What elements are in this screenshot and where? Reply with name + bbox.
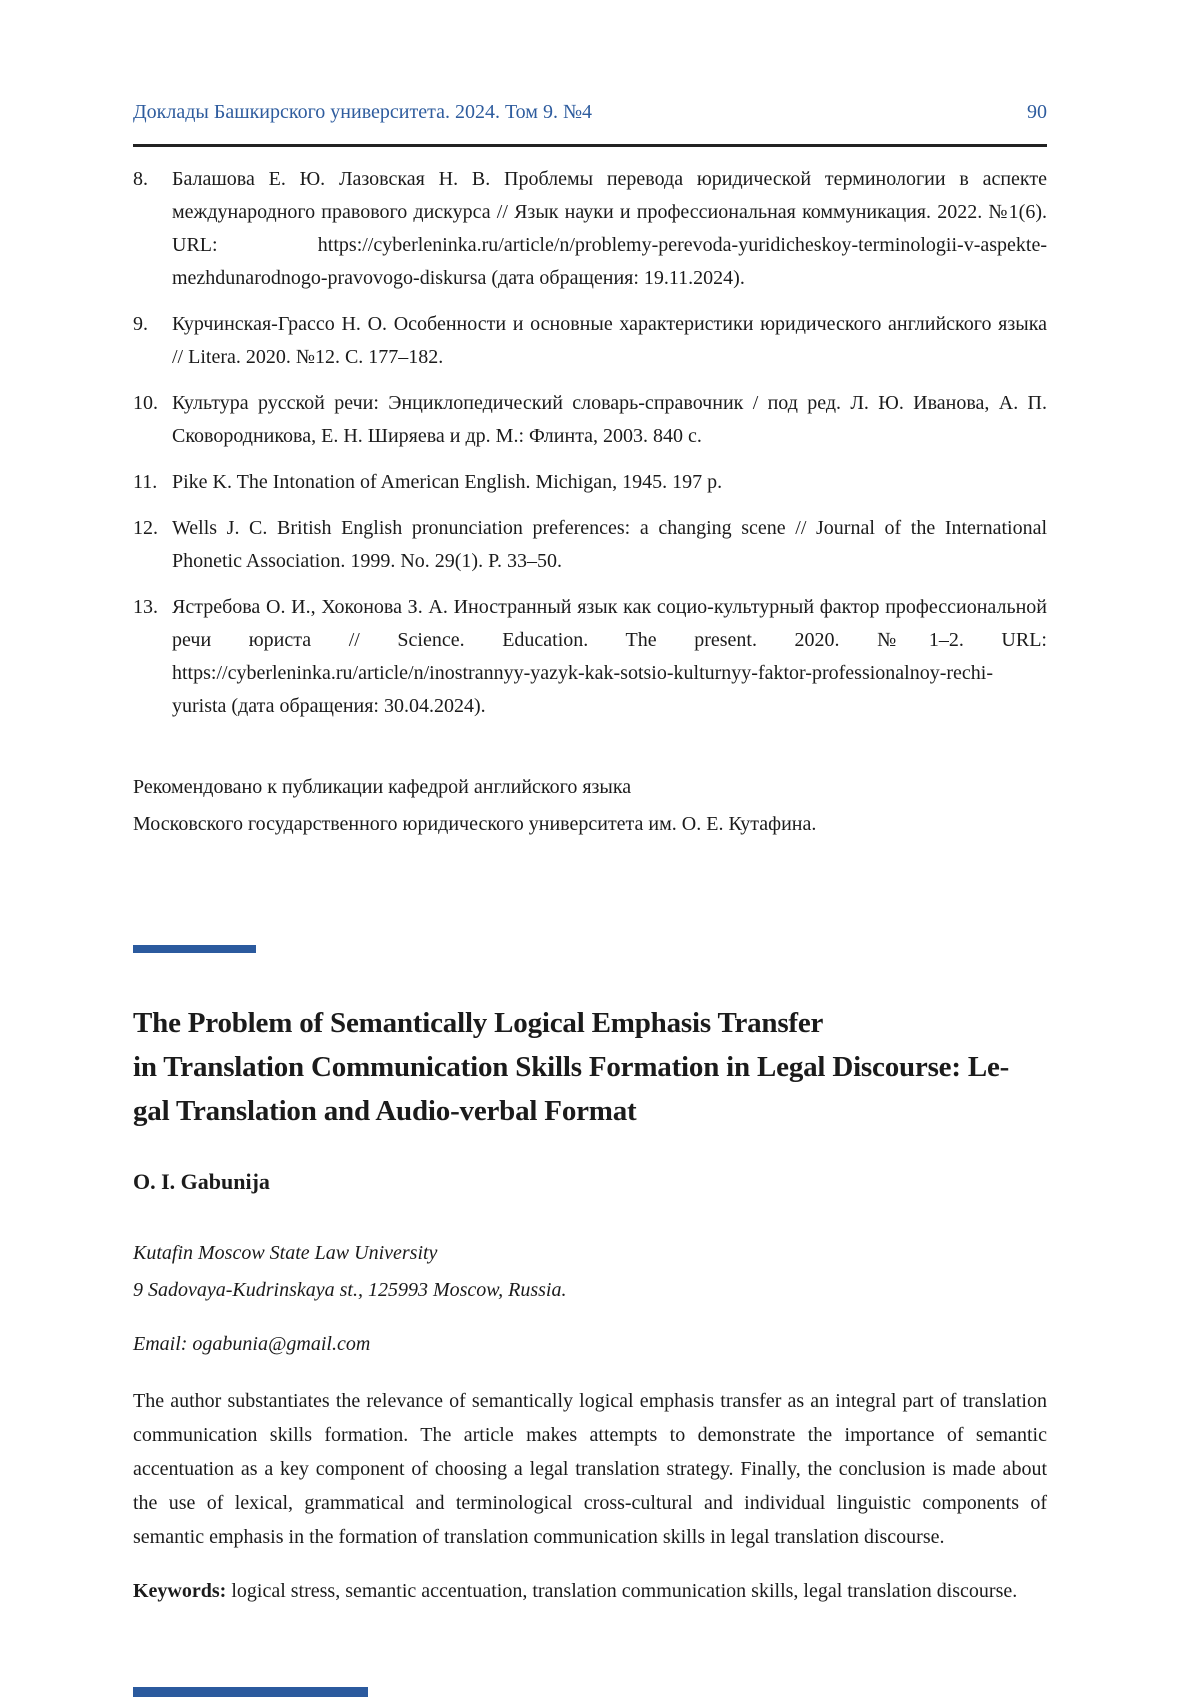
- reference-number: 11.: [133, 471, 158, 493]
- page-content: [133, 100, 1047, 1608]
- recommendation-note: [133, 769, 1047, 843]
- reference-item: [133, 466, 1047, 499]
- author-email: Email: ogabunia@gmail.com: [133, 1333, 371, 1355]
- reference-number: 13.: [133, 596, 158, 618]
- reference-item: [133, 308, 1047, 374]
- reference-item: [133, 512, 1047, 578]
- recommendation-line: Московского государственного юридического университета им. О. Е. Кутафина.: [133, 813, 817, 835]
- reference-text: Ястребова О. И., Хоконова З. А. Иностранный язык как социо-культурный фактор профессиональной речи юриста // Science. Education. The present. 2020. №1–2. URL: https://cyberleninka.ru/article/n/inostrannyy-yazyk-kak-sotsio-kulturnyy-faktor-professionalnoy-rechi-yurista (дата обращения: 30.04.2024).: [172, 596, 1047, 717]
- keywords-label: Keywords:: [133, 1580, 227, 1602]
- reference-text: Курчинская-Грассо Н. О. Особенности и основные характеристики юридического английского языка // Litera. 2020. №12. С. 177–182.: [172, 313, 1047, 368]
- article-title-line: gal Translation and Audio-verbal Format: [133, 1095, 637, 1127]
- article-title-line: in Translation Communication Skills Formation in Legal Discourse: Le-: [133, 1051, 1010, 1083]
- next-section-divider-bar: [133, 1687, 368, 1697]
- keywords-block: [133, 1574, 1047, 1608]
- keywords-text: logical stress, semantic accentuation, translation communication skills, legal translation discourse.: [226, 1580, 1018, 1602]
- article-title: [133, 1001, 1047, 1133]
- reference-text: Балашова Е. Ю. Лазовская Н. В. Проблемы перевода юридической терминологии в аспекте международного правового дискурса // Язык науки и профессиональная коммуникация. 2022. №1(6). URL: https://cyberleninka.ru/article/n/problemy-perevoda-yuridicheskoy-terminologii-v-aspekte-mezhdunarodnogo-pravovogo-diskursa (дата обращения: 19.11.2024).: [172, 168, 1047, 289]
- journal-title: Доклады Башкирского университета. 2024. Том 9. №4: [133, 101, 593, 123]
- article-author: O. I. Gabunija: [133, 1169, 270, 1194]
- reference-number: 9.: [133, 313, 148, 335]
- reference-item: [133, 163, 1047, 295]
- reference-number: 10.: [133, 392, 158, 414]
- reference-number: 8.: [133, 168, 148, 190]
- affiliation-line: 9 Sadovaya-Kudrinskaya st., 125993 Moscow, Russia.: [133, 1279, 567, 1301]
- reference-list: [133, 163, 1047, 723]
- affiliation: [133, 1235, 1047, 1309]
- page-header: [133, 100, 1047, 124]
- article-title-line: The Problem of Semantically Logical Emphasis Transfer: [133, 1007, 824, 1039]
- recommendation-line: Рекомендовано к публикации кафедрой английского языка: [133, 776, 632, 798]
- page-number: 90: [1027, 101, 1047, 123]
- reference-text: Культура русской речи: Энциклопедический словарь-справочник / под ред. Л. Ю. Иванова, А. П. Сковородникова, Е. Н. Ширяева и др. М.: Флинта, 2003. 840 с.: [172, 392, 1047, 447]
- abstract-text: The author substantiates the relevance of semantically logical emphasis transfer as an integral part of translation communication skills formation. The article makes attempts to demonstrate the importance of semantic accentuation as a key component of choosing a legal translation strategy. Finally, the conclusion is made about the use of lexical, grammatical and terminological cross-cultural and individual linguistic components of semantic emphasis in the formation of translation communication skills in legal translation discourse.: [133, 1390, 1047, 1548]
- reference-item: [133, 387, 1047, 453]
- reference-item: [133, 591, 1047, 723]
- reference-number: 12.: [133, 517, 158, 539]
- section-divider-bar: [133, 945, 256, 953]
- reference-text: Pike K. The Intonation of American English. Michigan, 1945. 197 p.: [172, 471, 723, 493]
- affiliation-line: Kutafin Moscow State Law University: [133, 1242, 438, 1264]
- header-rule: [133, 144, 1047, 147]
- reference-text: Wells J. C. British English pronunciation preferences: a changing scene // Journal of the International Phonetic Association. 1999. No. 29(1). P. 33–50.: [172, 517, 1047, 572]
